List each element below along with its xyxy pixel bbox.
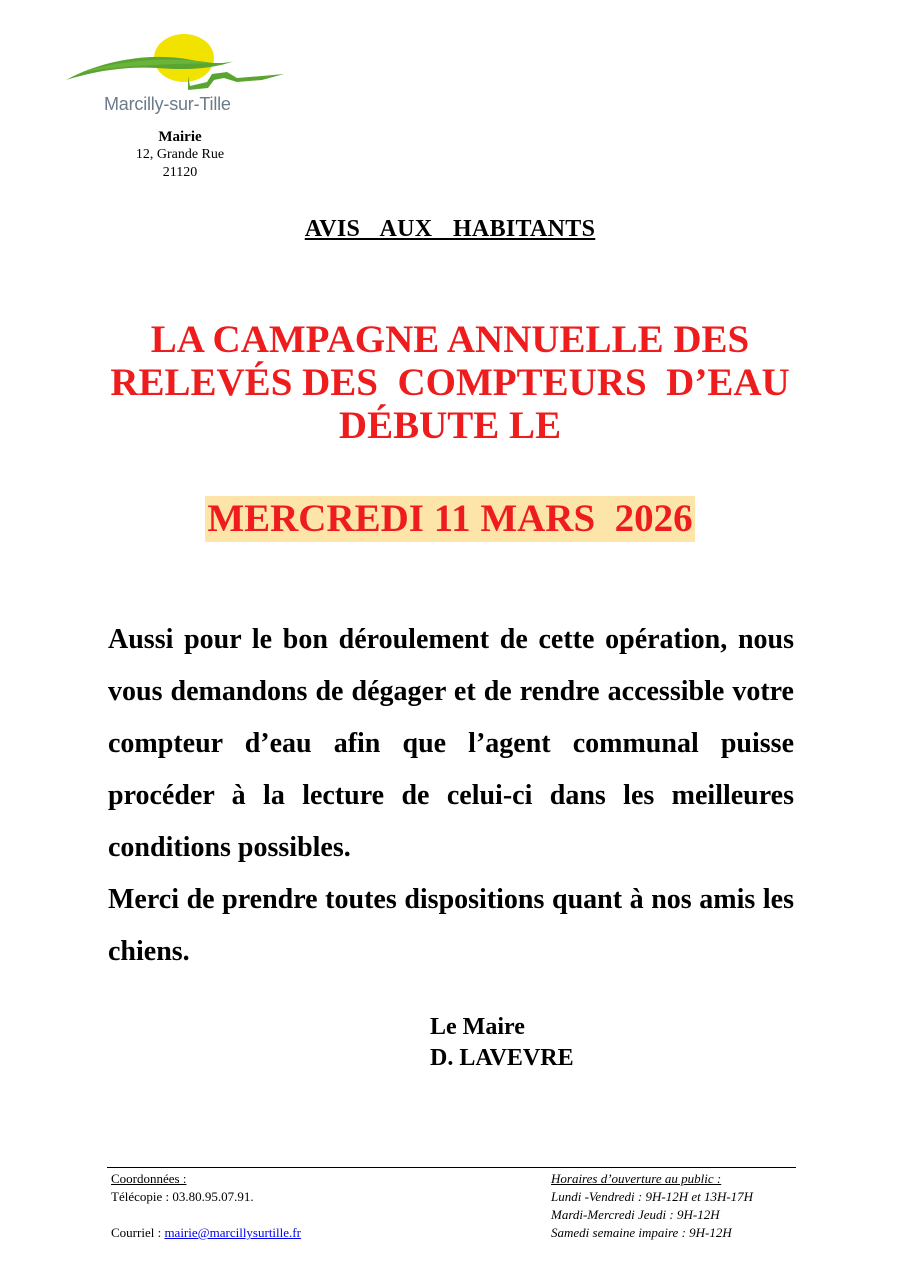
hours-midweek: Mardi-Mercredi Jeudi : 9H-12H (551, 1207, 720, 1222)
contact-heading: Coordonnées : (111, 1171, 187, 1186)
logo-town-name: Marcilly-sur-Tille (104, 94, 231, 114)
logo-emblem-icon (62, 30, 292, 100)
town-logo (62, 30, 292, 120)
signature-name: D. LAVEVRE (430, 1045, 574, 1071)
notice-body (108, 614, 794, 978)
start-date: MERCREDI 11 MARS 2026 (207, 497, 693, 540)
body-paragraph-2: Merci de prendre toutes dispositions quant à nos amis les chiens. (108, 884, 794, 967)
email-line (111, 1224, 301, 1242)
address-street: 12, Grande Rue (135, 147, 225, 162)
address-postal-code: 21120 (162, 165, 198, 180)
hours-weekdays: Lundi -Vendredi : 9H-12H et 13H-17H (551, 1189, 754, 1204)
headline-line-3: DÉBUTE LE (338, 404, 562, 447)
mairie-address (100, 128, 260, 182)
signature-role: Le Maire (430, 1014, 525, 1040)
headline (60, 318, 840, 447)
date-banner (0, 496, 900, 542)
notice-title: AVIS AUX HABITANTS (304, 216, 596, 242)
fax-number: Télécopie : 03.80.95.07.91. (111, 1189, 254, 1204)
body-paragraph-1: Aussi pour le bon déroulement de cette opération, nous vous demandons de dégager et de rendre accessible votre compteur d’eau afin que l’agent communal puisse procéder à la lecture de celui-ci dans les meilleures conditions possibles. (108, 624, 794, 863)
signature (430, 1012, 574, 1074)
hours-heading: Horaires d’ouverture au public : (551, 1171, 722, 1186)
footer-contact (111, 1170, 301, 1242)
footer-divider (107, 1167, 796, 1168)
headline-line-1: LA CAMPAGNE ANNUELLE DES (150, 318, 750, 361)
address-title: Mairie (158, 129, 202, 145)
headline-line-2: RELEVÉS DES COMPTEURS D’EAU (110, 361, 790, 404)
footer-hours (551, 1170, 753, 1242)
email-label: Courriel : (111, 1225, 165, 1240)
email-link[interactable]: mairie@marcillysurtille.fr (164, 1225, 301, 1240)
hours-saturday: Samedi semaine impaire : 9H-12H (551, 1225, 732, 1240)
